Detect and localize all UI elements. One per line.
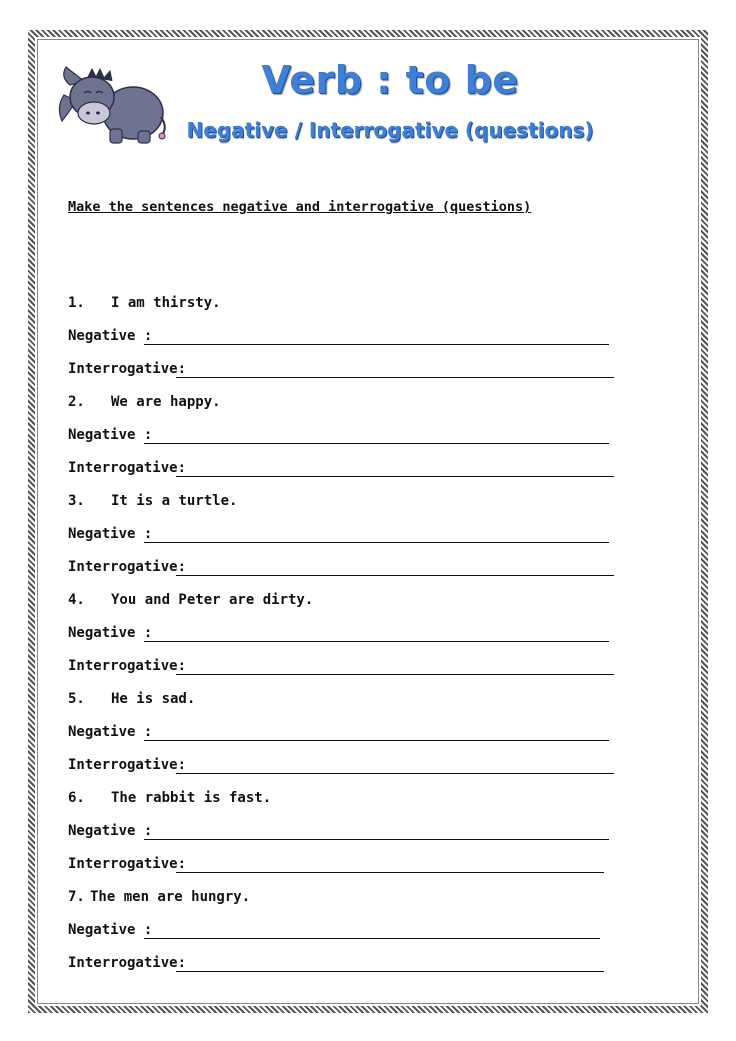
item-number: 5. xyxy=(68,691,85,707)
interrogative-answer-line[interactable] xyxy=(176,476,614,477)
interrogative-label: Interrogative: xyxy=(68,559,187,575)
interrogative-label: Interrogative: xyxy=(68,757,187,773)
item-number: 2. xyxy=(68,394,85,410)
interrogative-answer-line[interactable] xyxy=(176,872,604,873)
item-number: 4. xyxy=(68,592,85,608)
negative-label: Negative : xyxy=(68,823,153,839)
interrogative-answer-line[interactable] xyxy=(176,575,614,576)
sentence-text: The men are hungry. xyxy=(90,889,251,905)
interrogative-label: Interrogative: xyxy=(68,361,187,377)
sentence-text: I am thirsty. xyxy=(111,295,221,311)
negative-answer-line[interactable] xyxy=(144,641,609,642)
interrogative-answer-line[interactable] xyxy=(176,674,614,675)
instruction-text: Make the sentences negative and interrogative (questions) xyxy=(68,199,532,215)
negative-answer-line[interactable] xyxy=(144,938,600,939)
sentence-text: 7. xyxy=(68,889,85,905)
sentence-text: He is sad. xyxy=(111,691,196,707)
negative-answer-line[interactable] xyxy=(144,542,609,543)
negative-label: Negative : xyxy=(68,328,153,344)
interrogative-label: Interrogative: xyxy=(68,460,187,476)
page-subtitle: Negative / Interrogative (questions) xyxy=(186,118,594,142)
interrogative-answer-line[interactable] xyxy=(176,377,614,378)
page-title: Verb : to be xyxy=(261,58,519,102)
interrogative-label: Interrogative: xyxy=(68,955,187,971)
item-number: 6. xyxy=(68,790,85,806)
negative-label: Negative : xyxy=(68,724,153,740)
negative-answer-line[interactable] xyxy=(144,839,609,840)
interrogative-answer-line[interactable] xyxy=(176,773,614,774)
sentence-text: We are happy. xyxy=(111,394,221,410)
negative-answer-line[interactable] xyxy=(144,344,609,345)
sentence-text: It is a turtle. xyxy=(111,493,238,509)
negative-label: Negative : xyxy=(68,427,153,443)
negative-answer-line[interactable] xyxy=(144,740,609,741)
negative-label: Negative : xyxy=(68,922,153,938)
negative-label: Negative : xyxy=(68,625,153,641)
item-number: 3. xyxy=(68,493,85,509)
interrogative-answer-line[interactable] xyxy=(176,971,604,972)
interrogative-label: Interrogative: xyxy=(68,658,187,674)
interrogative-label: Interrogative: xyxy=(68,856,187,872)
sentence-text: You and Peter are dirty. xyxy=(111,592,314,608)
negative-label: Negative : xyxy=(68,526,153,542)
negative-answer-line[interactable] xyxy=(144,443,609,444)
donkey-icon xyxy=(58,55,168,150)
sentence-text: The rabbit is fast. xyxy=(111,790,272,806)
item-number: 1. xyxy=(68,295,85,311)
